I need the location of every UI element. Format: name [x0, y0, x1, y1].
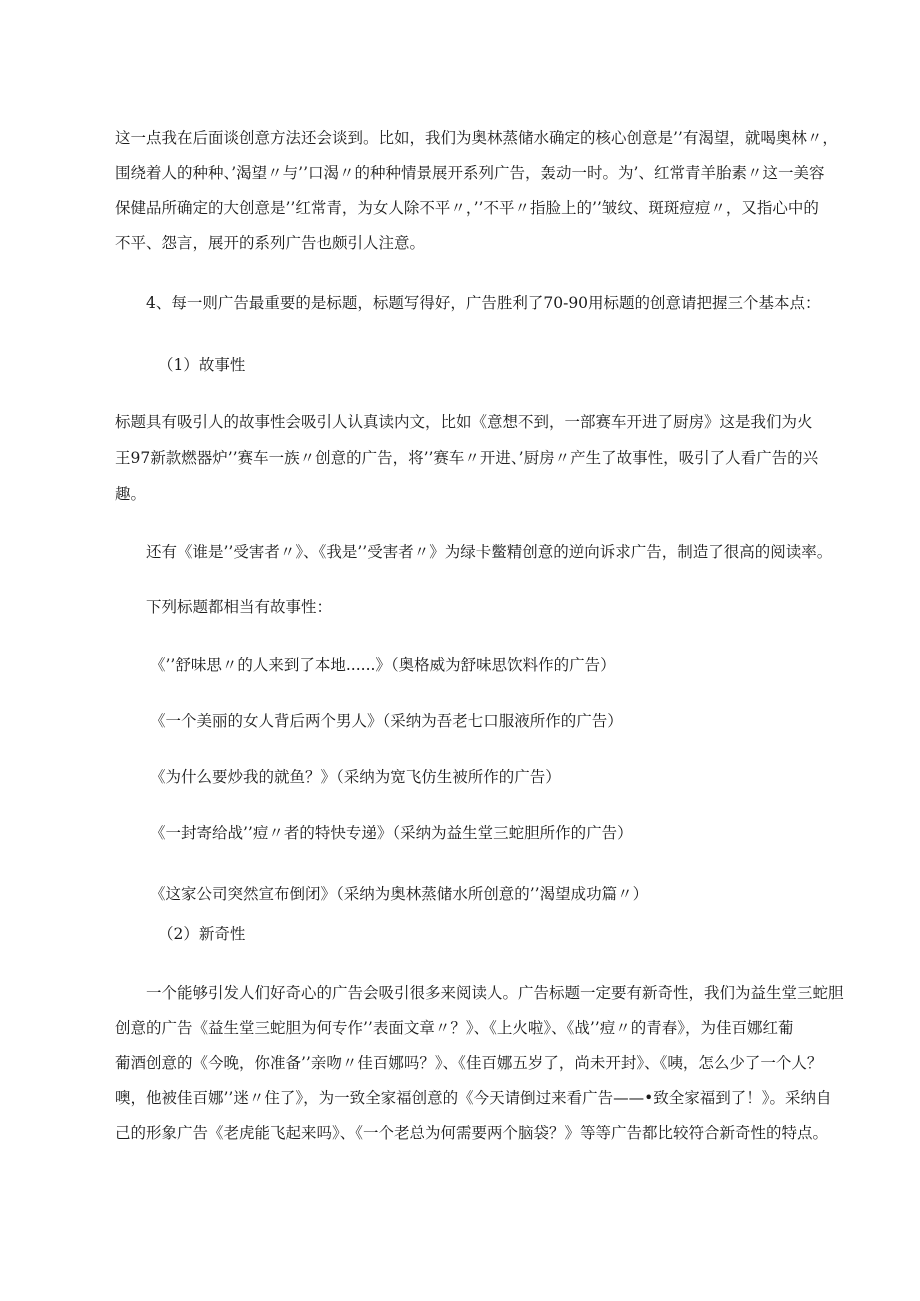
example-title: 《这家公司突然宣布倒闭》（采纳为奥林蒸储水所创意的’’渴望成功篇〃） — [150, 885, 649, 903]
paragraph-line: 王97新款燃器炉’’赛车一族〃创意的广告，将’’赛车〃开进、’厨房〃产生了故事性，吸引了人看广告的兴 — [115, 449, 819, 467]
paragraph-line: 下列标题都相当有故事性： — [146, 598, 333, 616]
example-title: 《一个美丽的女人背后两个男人》（采纳为吾老七口服液所作的广告） — [150, 712, 623, 730]
paragraph-line: 标题具有吸引人的故事性会吸引人认真读内文，比如《意想不到，一部赛车开进了厨房》这是我们为火 — [115, 413, 813, 431]
example-title: 《’’舒味思〃的人来到了本地......》（奥格威为舒味思饮料作的广告） — [150, 656, 616, 674]
paragraph-line: 创意的广告《益生堂三蛇胆为何专作’’表面文章〃？》、《上火啦》、《战’’痘〃的青春》，为佳百娜红葡 — [115, 1019, 794, 1037]
example-title: 《为什么要炒我的就鱼？》（采纳为宽飞仿生被所作的广告） — [150, 768, 561, 786]
paragraph-line: 一个能够引发人们好奇心的广告会吸引很多来阅读人。广告标题一定要有新奇性，我们为益生堂三蛇胆 — [146, 984, 844, 1002]
paragraph-line: 趣。 — [115, 485, 147, 503]
section-heading-story: （1）故事性 — [158, 356, 246, 374]
paragraph-line: 葡酒创意的《今晚，你准备’’亲吻〃佳百娜吗？》、《佳百娜五岁了，尚未开封》、《咦，怎么少了一个人？ — [115, 1054, 823, 1072]
paragraph-line: 这一点我在后面谈创意方法还会谈到。比如，我们为奥林蒸储水确定的核心创意是’’有渴望，就喝奥林〃， — [115, 129, 838, 147]
paragraph-line: 4、每一则广告最重要的是标题，标题写得好，广告胜利了70-90用标题的创意请把握三个基本点： — [146, 294, 821, 312]
paragraph-line: 己的形象广告《老虎能飞起来吗》、《一个老总为何需要两个脑袋？》等等广告都比较符合新奇性的特点。 — [115, 1124, 829, 1142]
paragraph-line: 不平、怨言，展开的系列广告也颇引人注意。 — [115, 234, 426, 252]
paragraph-line: 还有《谁是’’受害者〃》、《我是’’受害者〃》为绿卡鳖精创意的逆向诉求广告，制造了很高的阅读率。 — [146, 543, 833, 561]
paragraph-line: 保健品所确定的大创意是’’红常青，为女人除不平〃，’’不平〃指脸上的’’皱纹、斑斑痘痘〃，又指心中的 — [115, 199, 819, 217]
section-heading-novelty: （2）新奇性 — [158, 925, 246, 943]
paragraph-line: 噢，他被佳百娜’’迷〃住了》，为一致全家福创意的《今天请倒过来看广告——•致全家福到了！》。采纳自 — [115, 1089, 832, 1107]
example-title: 《一封寄给战’’痘〃者的特快专递》（采纳为益生堂三蛇胆所作的广告） — [150, 824, 633, 842]
paragraph-line: 围绕着人的种种、’渴望〃与’’口渴〃的种种情景展开系列广告，轰动一时。为’、红常青羊胎素〃这一美容 — [115, 164, 825, 182]
